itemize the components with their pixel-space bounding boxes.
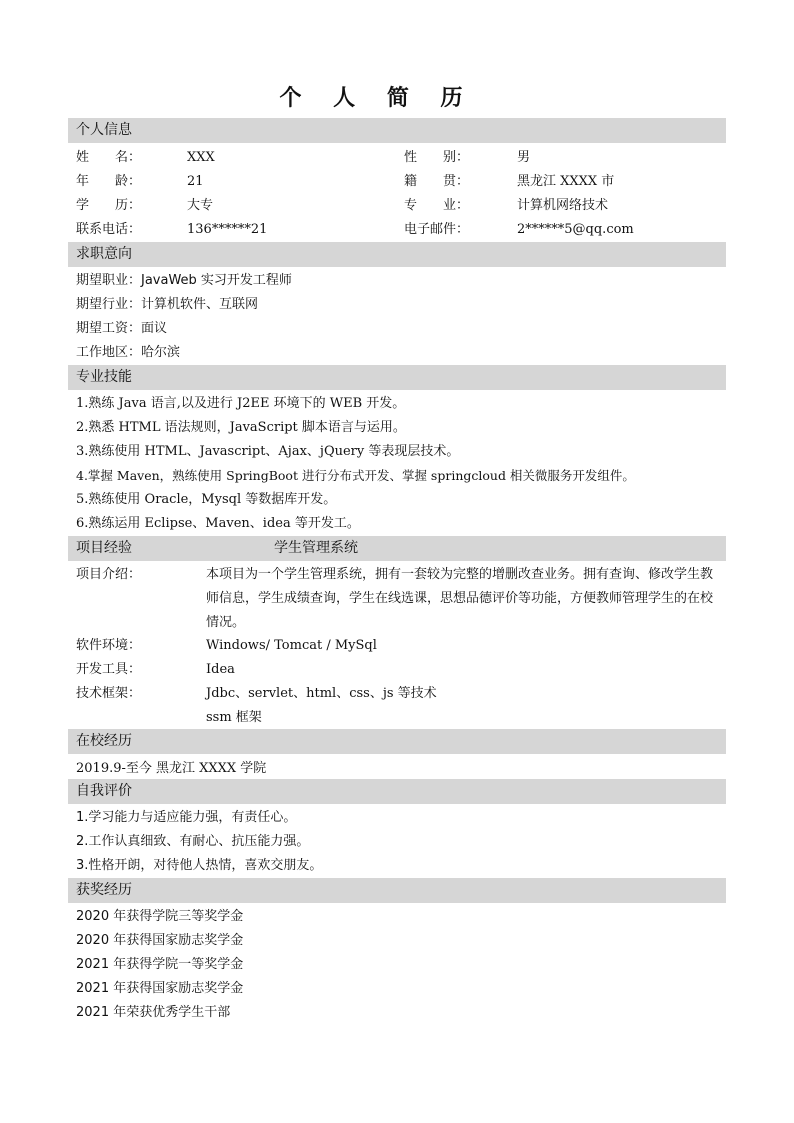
- award-item: 2021 年获得国家励志奖学金: [76, 981, 244, 996]
- email-label: 电子邮件：: [404, 222, 470, 237]
- section-header-awards: 获奖经历: [68, 878, 726, 903]
- skill-item: 6.熟练运用 Eclipse、Maven、idea 等开发工。: [76, 516, 360, 531]
- skill-item: 5.熟练使用 Oracle，Mysql 等数据库开发。: [76, 492, 337, 507]
- project-name: 学生管理系统: [274, 540, 358, 556]
- project-intro-label: 项目介绍：: [76, 567, 142, 582]
- skill-item: 4.掌握 Maven，熟练使用 SpringBoot 进行分布式开发、掌握 springcloud 相关微服务开发组件。: [76, 468, 635, 483]
- gender-label: 性 别：: [404, 150, 470, 165]
- gender-value: 男: [517, 150, 531, 165]
- email-value: 2******5@qq.com: [517, 222, 634, 237]
- project-framework-value-2: ssm 框架: [206, 710, 262, 725]
- project-section-label: 项目经验: [76, 540, 132, 556]
- self-eval-item: 3.性格开朗，对待他人热情，喜欢交朋友。: [76, 858, 323, 873]
- project-intro-text: 本项目为一个学生管理系统，拥有一套较为完整的增删改查业务。拥有查询、修改学生教师信息，学生成绩查询，学生在线选课，思想品德评价等功能，方便教师管理学生的在校情况。: [206, 567, 714, 630]
- section-header-intent: 求职意向: [68, 242, 726, 267]
- project-framework-value: Jdbc、servlet、html、css、js 等技术: [206, 686, 437, 701]
- self-eval-item: 1.学习能力与适应能力强，有责任心。: [76, 810, 297, 825]
- education-value: 大专: [187, 198, 214, 213]
- project-framework-label: 技术框架：: [76, 686, 142, 701]
- section-header-personal: 个人信息: [68, 118, 726, 143]
- origin-value: 黑龙江 XXXX 市: [517, 174, 615, 189]
- skill-item: 3.熟练使用 HTML、Javascript、Ajax、jQuery 等表现层技术。: [76, 444, 460, 459]
- section-header-school: 在校经历: [68, 729, 726, 754]
- intent-line: 期望工资：面议: [76, 321, 168, 336]
- age-value: 21: [187, 174, 204, 189]
- intent-line: 期望行业：计算机软件、互联网: [76, 297, 259, 312]
- origin-label: 籍 贯：: [404, 174, 470, 189]
- project-env-value: Windows/ Tomcat / MySql: [206, 638, 377, 653]
- project-tool-label: 开发工具：: [76, 662, 142, 677]
- age-label: 年 龄：: [76, 174, 142, 189]
- section-header-project: [68, 536, 726, 561]
- name-value: XXX: [187, 150, 215, 165]
- intent-line: 工作地区：哈尔滨: [76, 345, 181, 360]
- self-eval-item: 2.工作认真细致、有耐心、抗压能力强。: [76, 834, 310, 849]
- phone-label: 联系电话：: [76, 222, 142, 237]
- project-env-label: 软件环境：: [76, 638, 142, 653]
- project-tool-value: Idea: [206, 662, 235, 677]
- intent-line: 期望职业：JavaWeb 实习开发工程师: [76, 273, 292, 288]
- award-item: 2021 年荣获优秀学生干部: [76, 1005, 231, 1020]
- major-value: 计算机网络技术: [517, 198, 609, 213]
- phone-value: 136******21: [187, 222, 268, 237]
- award-item: 2020 年获得学院三等奖学金: [76, 909, 244, 924]
- page-title: 个 人 简 历: [279, 85, 475, 111]
- school-experience-line: 2019.9-至今 黑龙江 XXXX 学院: [76, 761, 267, 776]
- section-header-skills: 专业技能: [68, 365, 726, 390]
- name-label: 姓 名：: [76, 150, 142, 165]
- award-item: 2020 年获得国家励志奖学金: [76, 933, 244, 948]
- education-label: 学 历：: [76, 198, 142, 213]
- skill-item: 1.熟练 Java 语言,以及进行 J2EE 环境下的 WEB 开发。: [76, 396, 406, 411]
- section-header-self-eval: 自我评价: [68, 779, 726, 804]
- award-item: 2021 年获得学院一等奖学金: [76, 957, 244, 972]
- major-label: 专 业：: [404, 198, 470, 213]
- skill-item: 2.熟悉 HTML 语法规则，JavaScript 脚本语言与运用。: [76, 420, 406, 435]
